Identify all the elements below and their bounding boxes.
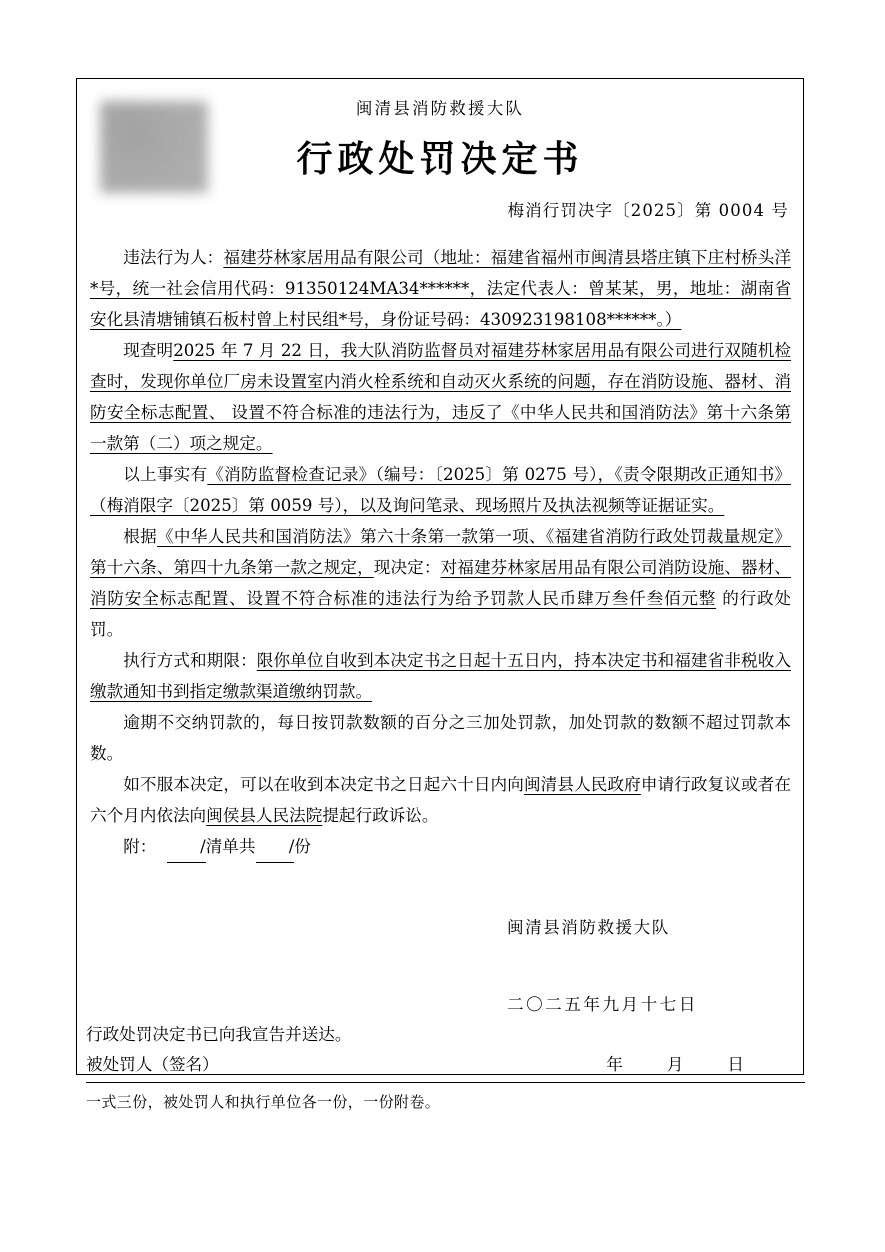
footer-divider: [86, 1082, 805, 1083]
paragraph-evidence: [90, 459, 791, 521]
appeal-lead: 如不服本决定，可以在收到本决定书之日起六十日内向: [123, 775, 524, 794]
decide-label: 现决定：: [373, 558, 441, 577]
penalty-decision-text: 对福建芬林家居用品有限公司消防设施、器材、消防安全标志配置、设置不符合标准的违法行为给予罚款人民币肆万叁仟叁佰元整: [90, 558, 792, 608]
paragraph-findings: [90, 335, 791, 459]
legal-rep-address-label: ，地址：: [672, 279, 741, 298]
copies-note: 一式三份，被处罚人和执行单位各一份，一份附卷。: [86, 1093, 441, 1111]
paragraph-late-penalty: 逾期不交纳罚款的，每日按罚款数额的百分之三加处罚款，加处罚款的数额不超过罚款本数。: [90, 713, 791, 763]
findings-text: ，我大队消防监督员对福建芬林家居用品有限公司进行双随机检查时，发现你单位厂房未设置室内消火栓系统和自动灭火系统的问题，存在消防设施、器材、消防安全标志配置、 设置不符合标准的违法行为，违反了《中华人民共和国消防法》第十六条第一款第（二）项之规定。: [90, 341, 791, 453]
document-number: 梅消行罚决字〔2025〕第 0004 号: [507, 201, 789, 220]
document-body: [90, 242, 791, 863]
violator-name: 福建芬林家居用品有限公司: [223, 248, 424, 267]
attachment-unit: 份: [294, 837, 311, 856]
violator-detail-open: （地址：: [423, 248, 491, 267]
signature-block: [507, 912, 698, 1020]
attachment-count-blank: /: [167, 831, 206, 863]
day-field[interactable]: 日: [727, 1055, 744, 1074]
attachment-copies-blank: /: [256, 831, 295, 863]
violator-address: 福建省福州市闽清县塔庄镇下庄村桥头洋*号: [90, 248, 792, 298]
attachment-line: [90, 831, 791, 863]
legal-rep-address: 湖南省安化县清塘铺镇石板村曾上村民组*号: [90, 279, 792, 329]
inspection-date: 2025 年 7 月 22 日: [173, 341, 324, 360]
month-field[interactable]: 月: [666, 1055, 684, 1074]
execution-text: 限你单位自收到本决定书之日起十五日内，持本决定书和福建省非税收入缴款通知书到指定缴款渠道缴纳罚款。: [90, 651, 792, 701]
paragraph-violator: [90, 242, 791, 335]
attachment-middle: 清单共: [205, 837, 256, 856]
page-title: 行政处罚决定书: [296, 139, 584, 180]
appeal-mid: 申请行政复议或者在六个月内依法向: [90, 775, 792, 825]
decision-tail: 的行政处罚。: [90, 589, 792, 639]
legal-rep-gender: ，男: [638, 279, 673, 298]
attachment-label: 附：: [123, 837, 157, 856]
decision-lead: 根据: [123, 527, 158, 546]
issuing-organization: 闽清县消防救援大队: [507, 918, 670, 937]
signee-row: [86, 1050, 806, 1080]
credit-code-label: ，统一社会信用代码：: [115, 279, 285, 298]
id-number-value: 430923198108******: [479, 310, 657, 329]
paragraph-appeal-rights: [90, 769, 791, 831]
signee-label[interactable]: 被处罚人（签名）: [86, 1055, 219, 1074]
evidence-text: 《消防监督检查记录》（编号：〔2025〕第 0275 号），《责令限期改正通知书》（梅消限字〔2025〕第 0059 号），以及询问笔录、现场照片及执法视频等证据证实。: [90, 465, 792, 515]
id-number-label: ，身份证号码：: [363, 310, 480, 329]
evidence-lead: 以上事实有: [123, 465, 208, 484]
legal-rep-name: 曾某某: [588, 279, 639, 298]
legal-rep-label: ，法定代表人：: [469, 279, 589, 298]
paragraph-execution: [90, 645, 791, 707]
footer-area: [86, 1020, 806, 1117]
findings-lead: 现查明: [123, 341, 174, 360]
issue-date: 二〇二五年九月十七日: [507, 995, 698, 1014]
year-field[interactable]: 年: [606, 1055, 623, 1074]
violator-detail-close: 。）: [656, 310, 682, 329]
credit-code-value: 91350124MA34******: [284, 279, 470, 298]
paragraph-decision: [90, 521, 791, 645]
document-frame: [76, 78, 804, 1075]
review-agency: 闽清县人民政府: [523, 775, 641, 794]
date-fields: [606, 1050, 744, 1080]
execution-label: 执行方式和期限：: [123, 651, 257, 670]
service-declaration: 行政处罚决定书已向我宣告并送达。: [86, 1025, 352, 1044]
violator-label: 违法行为人：: [123, 248, 224, 267]
court-name: 闽侯县人民法院: [206, 806, 323, 825]
organization-header: 闽清县消防救援大队: [355, 99, 525, 118]
appeal-tail: 提起行政诉讼。: [322, 806, 439, 825]
legal-basis-text: 《中华人民共和国消防法》第六十条第一款第一项、《福建省消防行政处罚裁量规定》第十六条、第四十九条第一款之规定，: [90, 527, 792, 577]
